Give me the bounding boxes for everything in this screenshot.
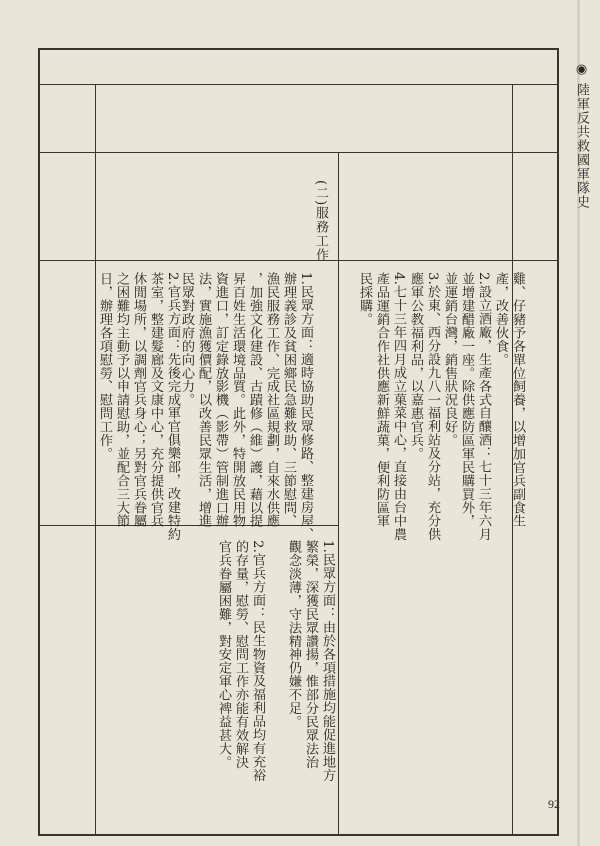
text-column: 2.官兵方面：民生物資及福利品均有充裕 的存量，慰勞、慰問工作亦能有效解決 官兵眷屬困難，對安定軍心裨益甚大。 (216, 540, 265, 782)
table-rule-label-top (38, 152, 559, 153)
table-rule-section-mid (38, 260, 559, 261)
table-rule-inner-col (338, 152, 339, 836)
text-column: 3.於東、西分設九八一福利站及分站，充分供 應軍公教福利品，以嘉惠官兵。 (408, 272, 440, 541)
table-rule-top-row (38, 84, 559, 85)
text-column: 1.民眾方面：適時協助民眾修路、整建房屋、 辦理義診及貧困鄉民急難救助、三節慰問、 漁民服務工作、完成社區規劃，自來水供應 ，加強文化建設、古蹟修（維）護，藉以提 昇百姓生活環境品質。此外，特開放民用物 資進口，訂定錄放影機（影帶）管制進口辦 法，實施漁獲價配，以改善民眾生活，增進 民眾對政府的向心力。 (179, 272, 313, 541)
text-column: 2.設立酒廠，生產各式自釀酒：七十三年六月 並增建醋廠一座。除供應防區軍民購買外， 並運銷台灣，銷售狀況良好。 (442, 272, 491, 541)
text-column: 1.民眾方面：由於各項措施均能促進地方 繁榮，深獲民眾讚揚，惟部分民眾法治 觀念淡薄，守法精神仍嫌不足。 (286, 540, 335, 782)
text-column: 4.七十三年四月成立菓菜中心，直接由台中農 產品運銷合作社供應新鮮蔬菓，便利防區軍 民採購。 (357, 272, 406, 541)
page-number: 92 (548, 797, 560, 811)
section-label: (二)服務工作 (313, 180, 328, 263)
text-column: 雞、仔豬予各單位飼養，以增加官兵副食生 產，改善伙食。 (493, 272, 525, 528)
text-column: 2.官兵方面：先後完成軍官俱樂部，改建特約 茶室，整建髮廊及文康中心，充分提供官兵 休閒場所，以調劑官兵身心；另對官兵眷屬 之困難均主動予以申請慰助，並配合三大節 日，辦理各項慰勞、慰問工作。 (97, 272, 180, 541)
running-header: ◉ 陸軍反共救國軍隊史 (574, 62, 589, 210)
